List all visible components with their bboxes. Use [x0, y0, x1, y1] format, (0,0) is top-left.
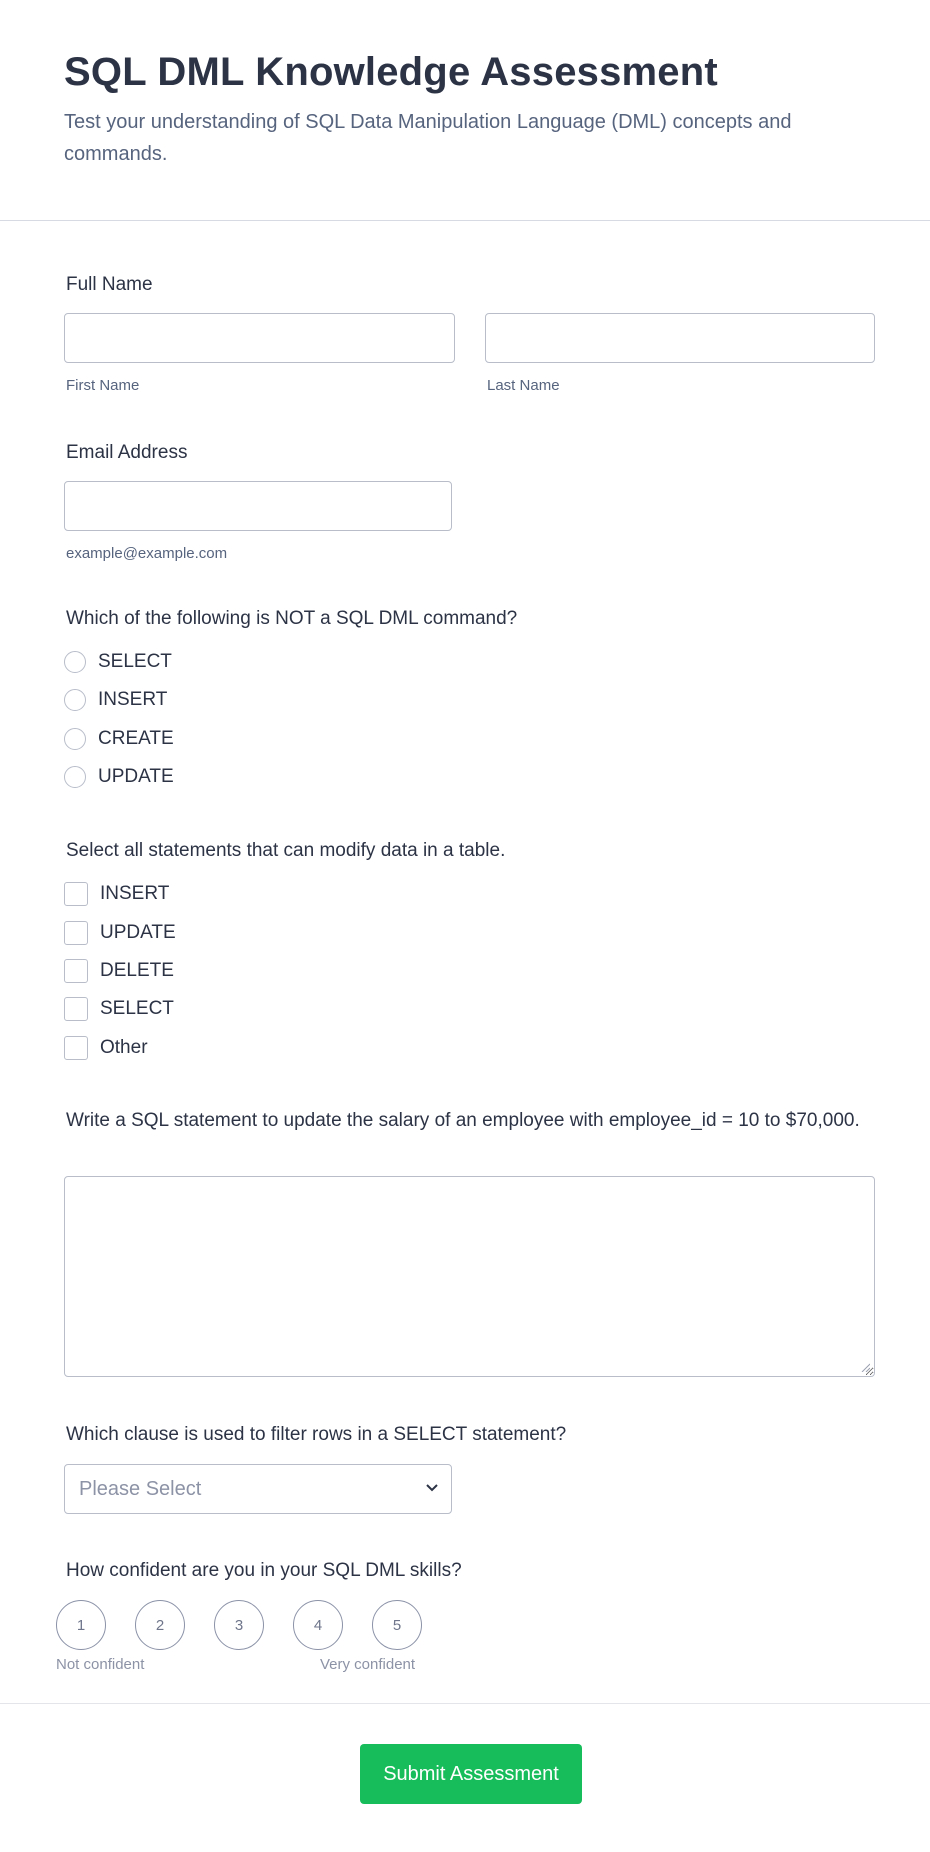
checkbox-option-label: Other — [100, 1037, 148, 1058]
question4-label: Which clause is used to filter rows in a SELECT statement? — [66, 1424, 567, 1445]
filter-clause-dropdown[interactable] — [64, 1464, 452, 1514]
checkbox-option-update[interactable] — [64, 919, 176, 947]
radio-button[interactable] — [64, 766, 86, 788]
page-title: SQL DML Knowledge Assessment — [64, 50, 718, 94]
radio-option-create[interactable] — [64, 725, 174, 753]
first-name-input[interactable] — [64, 313, 455, 363]
scale-option-3[interactable]: 3 — [214, 1600, 264, 1650]
radio-option-label: INSERT — [98, 689, 168, 710]
checkbox-option-delete[interactable] — [64, 957, 174, 985]
checkbox-option-label: SELECT — [100, 998, 174, 1019]
checkbox[interactable] — [64, 1036, 88, 1060]
radio-option-label: SELECT — [98, 651, 172, 672]
checkbox[interactable] — [64, 921, 88, 945]
checkbox-option-other[interactable] — [64, 1034, 148, 1062]
form-header — [0, 0, 930, 221]
question1-label: Which of the following is NOT a SQL DML command? — [66, 608, 518, 629]
radio-button[interactable] — [64, 689, 86, 711]
dropdown-placeholder: Please Select — [79, 1478, 202, 1500]
email-label: Email Address — [66, 442, 188, 463]
scale-option-2[interactable]: 2 — [135, 1600, 185, 1650]
checkbox[interactable] — [64, 959, 88, 983]
radio-option-update[interactable] — [64, 763, 174, 791]
last-name-input[interactable] — [485, 313, 875, 363]
radio-button[interactable] — [64, 728, 86, 750]
email-sublabel: example@example.com — [66, 545, 228, 562]
sql-answer-textarea[interactable] — [64, 1176, 875, 1377]
submit-button[interactable]: Submit Assessment — [360, 1744, 582, 1804]
question2-label: Select all statements that can modify data in a table. — [66, 840, 506, 861]
checkbox-option-label: DELETE — [100, 960, 174, 981]
checkbox[interactable] — [64, 882, 88, 906]
radio-option-select[interactable] — [64, 648, 172, 676]
checkbox-option-label: INSERT — [100, 883, 170, 904]
radio-option-insert[interactable] — [64, 686, 167, 714]
radio-button[interactable] — [64, 651, 86, 673]
email-input[interactable] — [64, 481, 452, 531]
first-name-sublabel: First Name — [66, 377, 140, 394]
checkbox[interactable] — [64, 997, 88, 1021]
checkbox-option-insert[interactable] — [64, 880, 169, 908]
question3-label: Write a SQL statement to update the salary of an employee with employee_id = 10 to $70,000. — [66, 1110, 860, 1131]
question5-label: How confident are you in your SQL DML skills? — [66, 1560, 462, 1581]
page-subtitle: Test your understanding of SQL Data Manipulation Language (DML) concepts and commands. — [64, 111, 792, 165]
full-name-label: Full Name — [66, 274, 153, 295]
form-footer — [0, 1703, 930, 1852]
last-name-sublabel: Last Name — [487, 377, 560, 394]
chevron-down-icon — [425, 1483, 439, 1493]
scale-min-caption: Not confident — [56, 1656, 145, 1673]
scale-max-caption: Very confident — [320, 1656, 416, 1673]
scale-option-1[interactable]: 1 — [56, 1600, 106, 1650]
checkbox-option-select[interactable] — [64, 995, 174, 1023]
checkbox-option-label: UPDATE — [100, 922, 176, 943]
radio-option-label: CREATE — [98, 728, 174, 749]
radio-option-label: UPDATE — [98, 766, 174, 787]
scale-option-4[interactable]: 4 — [293, 1600, 343, 1650]
scale-option-5[interactable]: 5 — [372, 1600, 422, 1650]
